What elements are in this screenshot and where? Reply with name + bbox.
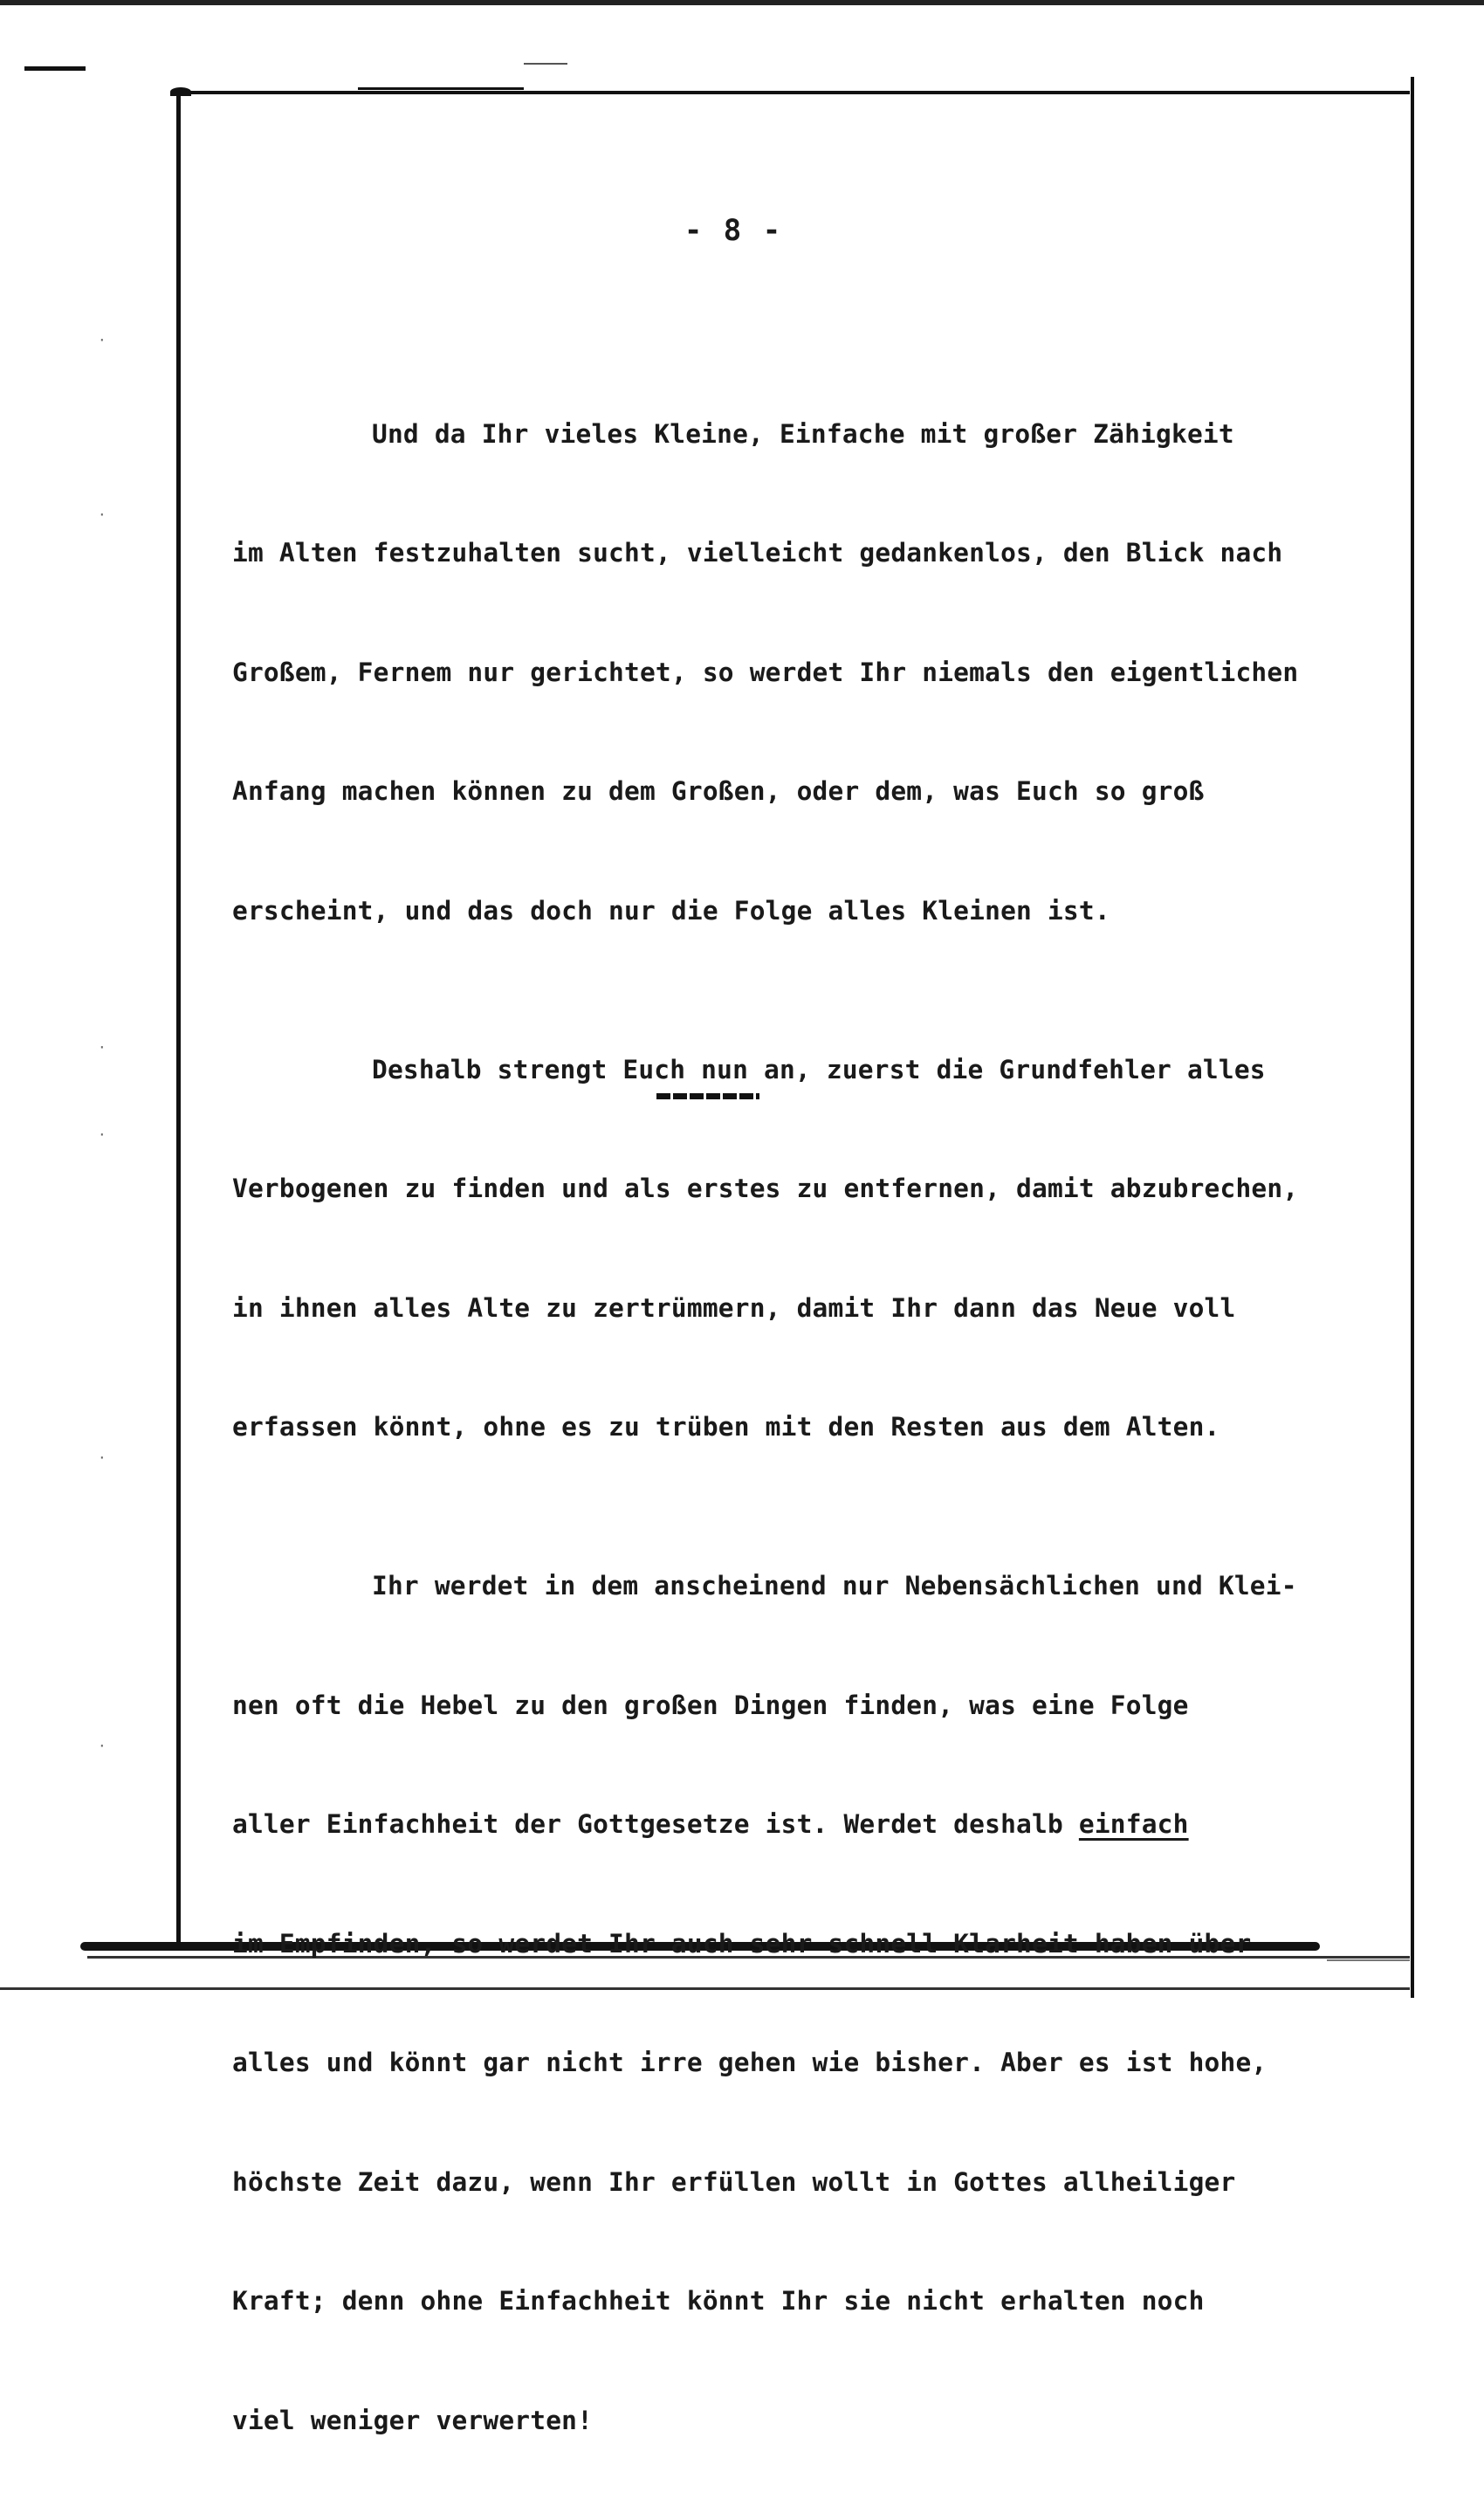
margin-artifact: · bbox=[98, 332, 108, 348]
top-rule bbox=[188, 91, 1410, 94]
top-left-rule bbox=[24, 66, 86, 71]
text-line: Großem, Fernem nur gerichtet, so werdet Ihr niemals den eigentlichen bbox=[232, 657, 1299, 687]
right-margin-rule bbox=[1411, 77, 1414, 1998]
document-body bbox=[232, 295, 1402, 2520]
margin-artifact: · bbox=[98, 1738, 108, 1754]
left-rule-cap bbox=[170, 87, 191, 96]
text-line: alles und könnt gar nicht irre gehen wie bisher. Aber es ist hohe, bbox=[232, 2048, 1268, 2077]
text-line: viel weniger verwerten! bbox=[232, 2405, 594, 2435]
text-line: Verbogenen zu finden und als erstes zu entfernen, damit abzubrechen, bbox=[232, 1174, 1299, 1203]
top-scan-edge bbox=[0, 0, 1484, 5]
end-of-text-marker bbox=[656, 1093, 759, 1099]
text-line: im Alten festzuhalten sucht, vielleicht gedankenlos, den Blick nach bbox=[232, 538, 1283, 568]
text-line: Und da Ihr vieles Kleine, Einfache mit großer Zähigkeit bbox=[372, 418, 1234, 449]
left-margin-rule bbox=[176, 93, 181, 1944]
margin-artifact: · bbox=[98, 506, 108, 523]
text-line: im Empfinden, so werdet Ihr auch sehr schnell Klarheit haben über bbox=[232, 1928, 1252, 1959]
top-rule-left-segment bbox=[358, 87, 524, 90]
text-line: Kraft; denn ohne Einfachheit könnt Ihr sie nicht erhalten noch bbox=[232, 2286, 1205, 2316]
margin-artifact: · bbox=[98, 1126, 108, 1143]
top-small-dash bbox=[524, 63, 567, 65]
text-line: Anfang machen können zu dem Großen, oder dem, was Euch so groß bbox=[232, 776, 1205, 806]
page-number: - 8 - bbox=[684, 213, 783, 248]
margin-artifact: · bbox=[98, 1449, 108, 1466]
text-line: Deshalb strengt Euch nun an, zuerst die Grundfehler alles bbox=[372, 1054, 1266, 1084]
text-line: erscheint, und das doch nur die Folge alles Kleinen ist. bbox=[232, 895, 1110, 926]
margin-artifact: · bbox=[98, 1039, 108, 1056]
text-line: nen oft die Hebel zu den großen Dingen finden, was eine Folge bbox=[232, 1690, 1189, 1720]
text-line: aller Einfachheit der Gottgesetze ist. Werdet deshalb einfach bbox=[232, 1809, 1189, 1839]
text-line: Ihr werdet in dem anscheinend nur Nebensächlichen und Klei- bbox=[372, 1571, 1297, 1601]
text-line: höchste Zeit dazu, wenn Ihr erfüllen wollt in Gottes allheiliger bbox=[232, 2166, 1236, 2197]
text-line: erfassen könnt, ohne es zu trüben mit den Resten aus dem Alten. bbox=[232, 1412, 1220, 1442]
text-line: in ihnen alles Alte zu zertrümmern, damit Ihr dann das Neue voll bbox=[232, 1292, 1236, 1323]
underlined-word: einfach bbox=[1078, 1809, 1189, 1839]
